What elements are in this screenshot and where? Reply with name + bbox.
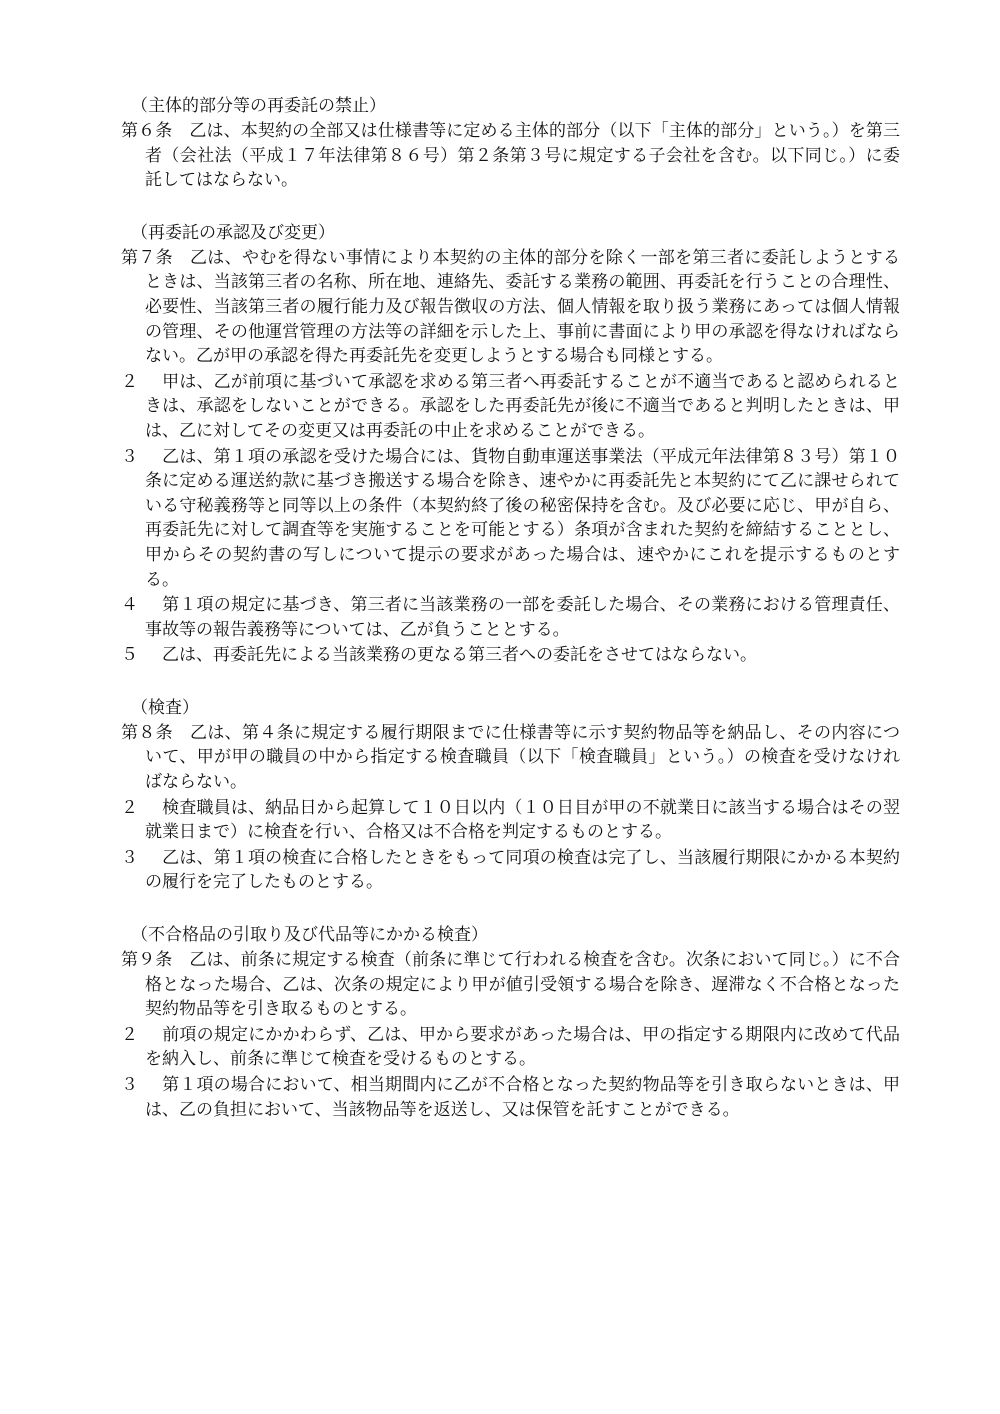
article-heading: （主体的部分等の再委託の禁止）: [131, 96, 386, 116]
paragraph-text: 検査職員は、納品日から起算して１０日以内（１０日目が甲の不就業日に該当する場合はその翌就業日まで）に検査を行い、合格又は不合格を判定するものとする。: [145, 797, 900, 843]
article-paragraph: [121, 1023, 900, 1072]
article-paragraph: [121, 846, 900, 895]
paragraph-number: ３: [121, 847, 138, 868]
paragraph-text: 乙は、第１項の検査に合格したときをもって同項の検査は完了し、当該履行期限にかかる本契約の履行を完了したものとする。: [145, 847, 900, 893]
article-paragraph: [121, 593, 900, 642]
paragraph-number: 第７条: [121, 247, 173, 268]
paragraph-text: 乙は、前条に規定する検査（前条に準じて行われる検査を含む。次条において同じ。）に不合格となった場合、乙は、次条の規定により甲が値引受領する場合を除き、遅滞なく不合格となった契約物品等を引き取るものとする。: [145, 950, 900, 1020]
article-paragraph: [121, 370, 900, 444]
paragraph-number: ５: [121, 645, 138, 666]
article-8: [121, 696, 900, 895]
article-7: [121, 221, 900, 668]
paragraph-number: ２: [121, 371, 138, 392]
article-heading: （再委託の承認及び変更）: [131, 222, 335, 243]
article-paragraph: [121, 643, 900, 668]
article-paragraph: [121, 445, 900, 593]
paragraph-number: 第８条: [121, 722, 173, 743]
article-heading: （検査）: [131, 697, 199, 718]
paragraph-number: ３: [121, 1075, 138, 1095]
paragraph-text: 乙は、本契約の全部又は仕様書等に定める主体的部分（以下「主体的部分」という。）を第三者（会社法（平成１７年法律第８６号）第２条第３号に規定する子会社を含む。以下同じ。）に委託してはならない。: [145, 121, 900, 191]
paragraph-text: 前項の規定にかかわらず、乙は、甲から要求があった場合は、甲の指定する期限内に改めて代品を納入し、前条に準じて検査を受けるものとする。: [145, 1024, 900, 1070]
paragraph-number: 第９条: [121, 950, 173, 971]
article-6: [121, 94, 900, 193]
article-paragraph: [121, 246, 900, 369]
article-heading: （不合格品の引取り及び代品等にかかる検査）: [131, 925, 488, 946]
paragraph-text: 乙は、やむを得ない事情により本契約の主体的部分を除く一部を第三者に委託しようとするときは、当該第三者の名称、所在地、連絡先、委託する業務の範囲、再委託を行うことの合理性、必要性、当該第三者の履行能力及び報告徴収の方法、個人情報を取り扱う業務にあっては個人情報の管理、その他運営管理の方法等の詳細を示した上、事前に書面により甲の承認を得なければならない。乙が甲の承認を得た再委託先を変更しようとする場合も同様とする。: [145, 247, 901, 367]
article-paragraph: [121, 796, 900, 845]
paragraph-text: 乙は、第１項の承認を受けた場合には、貨物自動車運送事業法（平成元年法律第８３号）第１０条に定める運送約款に基づき搬送する場合を除き、速やかに再委託先と本契約にて乙に課せられている守秘義務等と同等以上の条件（本契約終了後の秘密保持を含む。及び必要に応じ、甲が自ら、再委託先に対して調査等を実施することを可能とする）条項が含まれた契約を締結することとし、甲からその契約書の写しについて提示の要求があった場合は、速やかにこれを提示するものとする。: [145, 446, 900, 590]
paragraph-text: 乙は、再委託先による当該業務の更なる第三者への委託をさせてはならない。: [162, 645, 757, 666]
article-paragraph: [121, 119, 900, 193]
paragraph-text: 第１項の規定に基づき、第三者に当該業務の一部を委託した場合、その業務における管理責任、事故等の報告義務等については、乙が負うこととする。: [145, 595, 900, 640]
paragraph-number: ３: [121, 446, 138, 467]
paragraph-number: ２: [121, 1024, 138, 1045]
article-9: [121, 923, 900, 1122]
paragraph-number: ２: [121, 797, 138, 818]
paragraph-text: 甲は、乙が前項に基づいて承認を求める第三者へ再委託することが不適当であると認められるときは、承認をしないことができる。承認をした再委託先が後に不適当であると判明したときは、甲は、乙に対してその変更又は再委託の中止を求めることができる。: [145, 371, 900, 441]
article-paragraph: [121, 721, 900, 795]
paragraph-text: 第１項の場合において、相当期間内に乙が不合格となった契約物品等を引き取らないときは、甲は、乙の負担において、当該物品等を返送し、又は保管を託すことができる。: [145, 1075, 900, 1120]
paragraph-text: 乙は、第４条に規定する履行期限までに仕様書等に示す契約物品等を納品し、その内容について、甲が甲の職員の中から指定する検査職員（以下「検査職員」という。）の検査を受けなければならない。: [145, 722, 900, 793]
article-paragraph: [121, 948, 900, 1022]
article-paragraph: [121, 1073, 900, 1122]
paragraph-number: 第６条: [121, 121, 173, 141]
paragraph-number: ４: [121, 595, 138, 616]
